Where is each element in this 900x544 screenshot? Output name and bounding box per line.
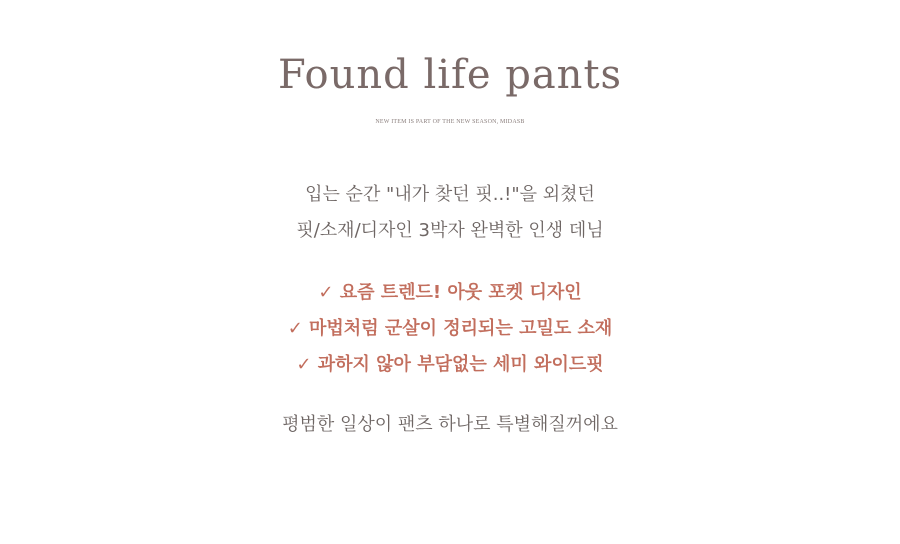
feature-list <box>0 277 900 385</box>
intro-line: 입는 순간 "내가 찾던 핏..!"을 외쳤던 <box>305 184 595 205</box>
intro-text <box>0 180 900 252</box>
feature-item: ✓ 요즘 트렌드! 아웃 포켓 디자인 <box>318 282 582 303</box>
page-subtitle: NEW ITEM IS PART OF THE NEW SEASON, MIDASB <box>375 119 525 125</box>
page-title: Found life pants <box>277 52 623 98</box>
intro-line: 핏/소재/디자인 3박자 완벽한 인생 데님 <box>296 220 604 241</box>
feature-item: ✓ 과하지 않아 부담없는 세미 와이드핏 <box>296 354 604 375</box>
closing-text: 평범한 일상이 팬츠 하나로 특별해질꺼에요 <box>282 414 618 435</box>
feature-item: ✓ 마법처럼 군살이 정리되는 고밀도 소재 <box>287 318 613 339</box>
